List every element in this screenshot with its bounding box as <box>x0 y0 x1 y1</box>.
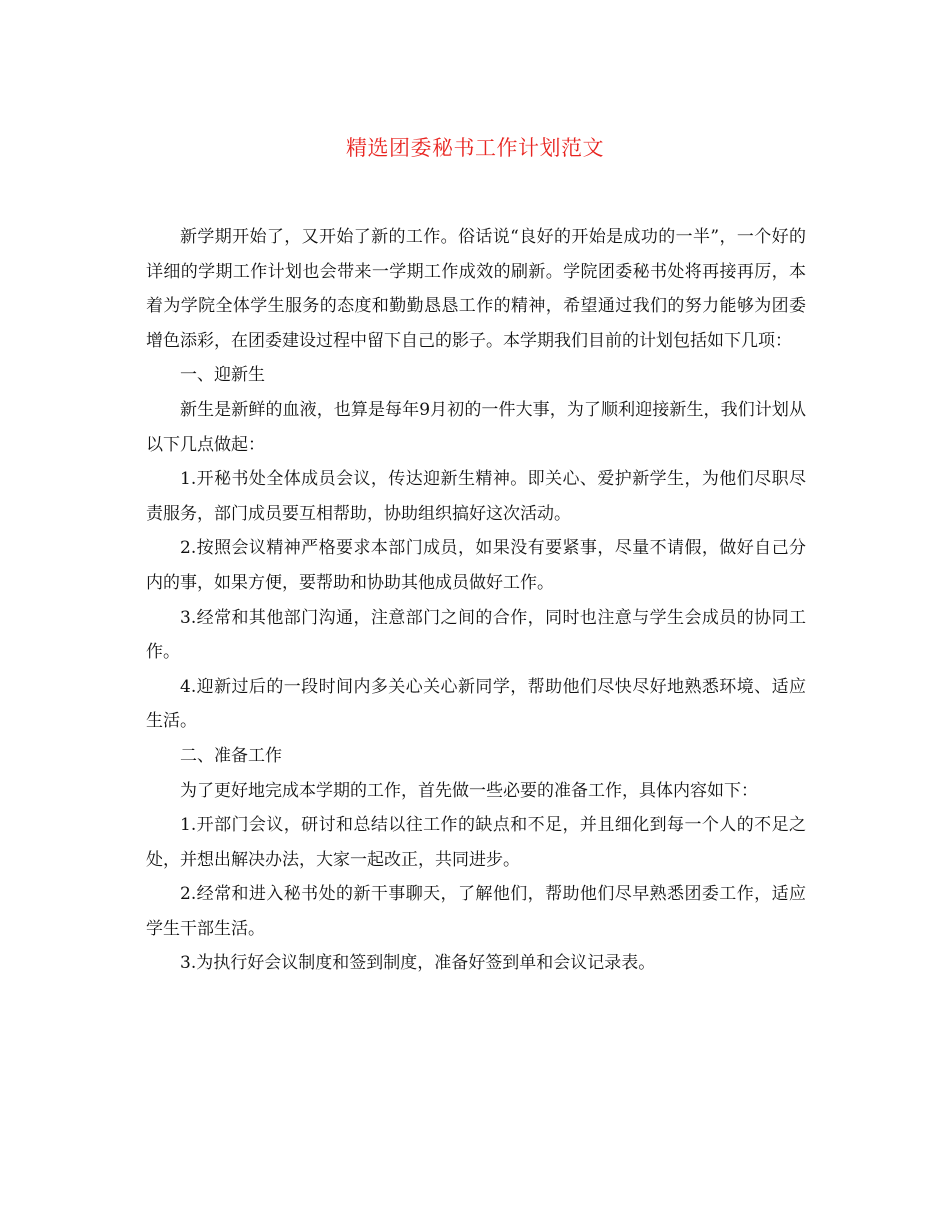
document-title: 精选团委秘书工作计划范文 <box>346 136 604 160</box>
list-item-preparation-2: 2.经常和进入秘书处的新干事聊天，了解他们，帮助他们尽早熟悉团委工作，适应学生干部生活。 <box>146 884 806 939</box>
paragraph-intro: 新学期开始了，又开始了新的工作。俗话说“良好的开始是成功的一半”，一个好的详细的学期工作计划也会带来一学期工作成效的刷新。学院团委秘书处将再接再厉，本着为学院全体学生服务的态度和勤勤恳恳工作的精神，希望通过我们的努力能够为团委增色添彩，在团委建设过程中留下自己的影子。本学期我们目前的计划包括如下几项： <box>146 227 806 351</box>
section-heading-preparation: 二、准备工作 <box>180 745 282 766</box>
list-item-welcome-2: 2.按照会议精神严格要求本部门成员，如果没有要紧事，尽量不请假，做好自己分内的事，如果方便，要帮助和协助其他成员做好工作。 <box>146 538 806 593</box>
paragraph-preparation-intro: 为了更好地完成本学期的工作，首先做一些必要的准备工作，具体内容如下： <box>180 780 758 801</box>
document-body <box>146 220 806 981</box>
list-item-welcome-3: 3.经常和其他部门沟通，注意部门之间的合作，同时也注意与学生会成员的协同工作。 <box>146 607 806 663</box>
list-item-preparation-3: 3.为执行好会议制度和签到制度，准备好签到单和会议记录表。 <box>180 953 656 974</box>
paragraph-welcome-intro: 新生是新鲜的血液，也算是每年9月初的一件大事，为了顺利迎接新生，我们计划从以下几点做起： <box>146 399 806 455</box>
section-heading-welcome: 一、迎新生 <box>180 365 265 386</box>
list-item-preparation-1: 1.开部门会议，研讨和总结以往工作的缺点和不足，并且细化到每一个人的不足之处，并想出解决办法，大家一起改正，共同进步。 <box>146 815 806 870</box>
list-item-welcome-4: 4.迎新过后的一段时间内多关心关心新同学，帮助他们尽快尽好地熟悉环境、适应生活。 <box>146 676 806 732</box>
list-item-welcome-1: 1.开秘书处全体成员会议，传达迎新生精神。即关心、爱护新学生，为他们尽职尽责服务，部门成员要互相帮助，协助组织搞好这次活动。 <box>146 469 806 524</box>
